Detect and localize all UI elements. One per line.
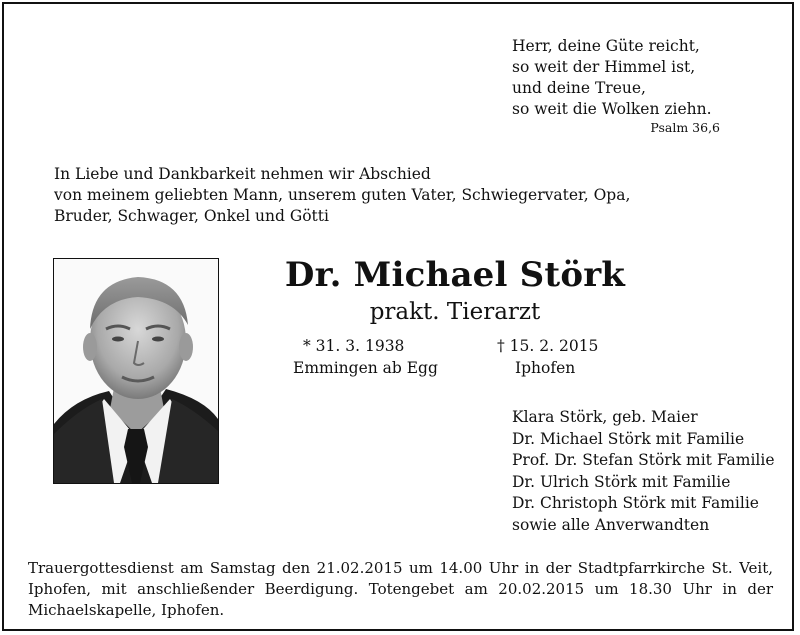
birth-date: * 31. 3. 1938	[303, 337, 405, 355]
mourner-item: Klara Störk, geb. Maier	[512, 408, 698, 426]
mourner-item: sowie alle Anverwandten	[512, 515, 710, 534]
verse-line: und deine Treue,	[512, 79, 646, 97]
mourners-list	[512, 407, 792, 536]
portrait-photo	[53, 258, 219, 484]
verse-line: so weit der Himmel ist,	[512, 58, 696, 76]
farewell-line: von meinem geliebten Mann, unserem guten Vater, Schwiegervater, Opa,	[54, 186, 631, 204]
death-place: Iphofen	[515, 359, 576, 377]
farewell-line: Bruder, Schwager, Onkel und Götti	[54, 207, 329, 225]
psalm-verse	[512, 36, 782, 120]
deceased-profession: prakt. Tierarzt	[369, 299, 541, 325]
deceased-name: Dr. Michael Störk	[284, 255, 626, 295]
farewell-text	[54, 164, 714, 227]
death-date: † 15. 2. 2015	[497, 337, 599, 355]
funeral-service-info: Trauergottesdienst am Samstag den 21.02.2015 um 14.00 Uhr in der Stadtpfarrkirche St. Veit, Iphofen, mit anschließender Beerdigung. Totengebet am 20.02.2015 um 18.30 Uhr in der Michaelskapelle, Iphofen.	[28, 559, 773, 619]
mourner-item: Dr. Christoph Störk mit Familie	[512, 494, 759, 512]
mourner-item: Dr. Michael Störk mit Familie	[512, 429, 745, 448]
verse-line: Herr, deine Güte reicht,	[512, 37, 700, 55]
birth-place: Emmingen ab Egg	[293, 359, 438, 377]
birth-info	[293, 335, 438, 379]
farewell-line: In Liebe und Dankbarkeit nehmen wir Abschied	[54, 165, 431, 183]
verse-line: so weit die Wolken ziehn.	[512, 100, 712, 118]
mourner-item: Prof. Dr. Stefan Störk mit Familie	[512, 451, 775, 469]
death-info	[497, 335, 598, 379]
verse-reference: Psalm 36,6	[650, 120, 720, 135]
mourner-item: Dr. Ulrich Störk mit Familie	[512, 472, 731, 491]
